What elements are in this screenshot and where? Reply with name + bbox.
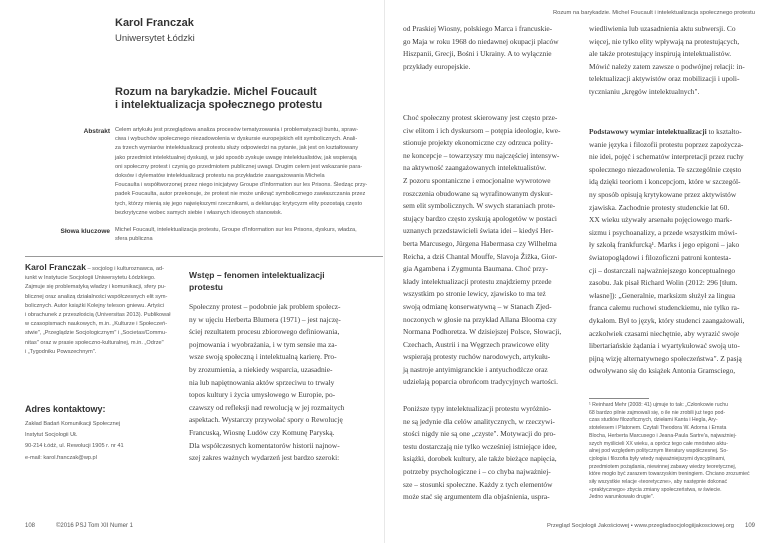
contact-line: Instytut Socjologii UŁ: [25, 432, 78, 439]
abstract-line: tych, którzy mienią się jego największymi rzecznikami, a deklarując krytycyzm elity pozostają często: [115, 200, 363, 207]
body-line: Mówić należy zatem zawsze o podwójnej relacji: in-: [589, 61, 745, 71]
bio-line: w czasopismach naukowych, m.in. „Kulturze i Społeczeń-: [25, 321, 168, 328]
body-line: ją nastroje antyimigranckie i antyuchodźcze oraz: [403, 364, 548, 374]
body-line: ne są jedynie dla celów analitycznych, w rzeczywi-: [403, 416, 555, 426]
footnote-line: szych myślicieli XX wieku, a oprócz tego całe mnóstwo aktu-: [589, 440, 728, 447]
body-line: więcej, nie tylko elity wpływają na protestujących,: [589, 36, 740, 46]
col1-bottom-text: [403, 403, 578, 504]
body-line: udzielają poparcia obrońcom tradycyjnych wartości.: [403, 377, 558, 387]
body-line: stujący bardzo często zyskują apologetów w postaci: [403, 213, 557, 223]
abstract-label: Abstrakt: [83, 128, 110, 135]
author-affiliation: Uniwersytet Łódzki: [115, 33, 195, 44]
intro-text: [189, 301, 384, 465]
article-title-line-1: Rozum na barykadzie. Michel Foucault: [115, 86, 317, 98]
body-line: roszczenia obudowane są wyrafinowanym dyskur-: [403, 188, 553, 198]
body-line: Normana Podhoretza. W dzisiejszej Polsce, Słowacji,: [403, 327, 562, 337]
body-line: uznanych przedstawicieli świata idei – kiedyś Her-: [403, 226, 554, 236]
abstract-line: za trzech wymiarów intelektualizacji protestu służy odpowiedzi na pytanie, jak jest on kształtowany: [115, 145, 359, 152]
abstract-line: padek Foucaulta, autor przekonuje, że protest nie może uniknąć symbolicznego zawłaszczania przez: [115, 191, 366, 198]
contact-line: Zakład Badań Komunikacji Społecznej: [25, 421, 121, 427]
left-page-number: 108: [25, 523, 36, 529]
body-line: odwoływano się do książek Antonia Gramsciego,: [589, 366, 736, 376]
intro-line: ściej rezultatem procesu zbiorowego definiowania,: [189, 327, 340, 337]
body-line: libertariańskie żądania i wyartykułować swoją uto-: [589, 341, 740, 351]
intro-line: czawszy od refleksji nad rewolucją w jej rozmaitych: [189, 402, 345, 412]
body-line: nie idei, pojęć i schematów interpretacji przez ruchy: [589, 152, 744, 162]
footnote-line: 68 bardzo pilnie zajmowali się, o ile nie zrobili już tego pod-: [589, 409, 726, 416]
body-line: Podstawowy wymiar intelektualizacji to kształto-: [589, 127, 742, 136]
col1-main-text: [403, 112, 578, 389]
body-line: stionuje projekty ekonomiczne czy odrzuca polity-: [403, 138, 554, 148]
body-line: sze – stosunki społeczne. Każdy z tych elementów: [403, 479, 553, 489]
intro-line: Społeczny protest – podobnie jak problem społecz-: [189, 302, 341, 311]
col1-top-text: [403, 23, 578, 73]
bio-line: nitas" oraz w prasie społeczno-kulturalnej, m.in. „Odrze": [25, 339, 164, 346]
body-line: Z pozoru spontaniczne i emocjonalne wywrotowe: [403, 175, 551, 185]
header-divider: [25, 256, 383, 257]
body-line: gia Agambena i Zygmunta Baumana. Choć przy-: [403, 264, 549, 274]
body-line: potrzeby psychologiczne i – co chyba najważniej-: [403, 466, 551, 476]
keywords-label: Słowa kluczowe: [60, 228, 110, 235]
body-line: noczonych w głosie na przykład Allana Blooma czy: [403, 314, 557, 324]
footnote-line: ¹ Reinhard Mehr (2008: 41) ujmuje to tak: „Członkowie ruchu: [589, 402, 728, 408]
body-line: telektualizacji aktywistów oraz mobilizacji i upoli-: [589, 74, 740, 84]
author-bio: [25, 263, 175, 357]
bio-line: stwie", „Przeglądzie Socjologicznym" i „Societas/Commu-: [25, 330, 167, 337]
abstract-line: bezkrytyczne wobec samych siebie i własnych ideowych stanowisk.: [115, 209, 283, 216]
intro-line: Francuską, Wiosnę Ludów czy Komunę Paryską.: [189, 427, 335, 437]
footnote-line: Jedno warunkowało drugie".: [589, 494, 654, 501]
body-line: ciw elitom i ich dyskursom – potępia ideologie, kwe-: [403, 125, 561, 135]
body-line: aczkolwiek czasami niechętnie, aby wyrazić swoje: [589, 328, 740, 338]
col2-main-text: [589, 126, 757, 378]
body-line: swoją odmianę konserwatywną – w Stanach Zjed-: [403, 301, 552, 311]
intro-line: Dla współczesnych komentatorów historii najnow-: [189, 440, 340, 450]
body-line: XX wieku używały arsenału pojęciowego mark-: [589, 215, 733, 225]
emphasis-text: Podstawowy wymiar intelektualizacji: [589, 127, 707, 136]
body-line: idą dzięki teoriom i koncepcjom, które w szczegól-: [589, 177, 741, 187]
footnote-text: [589, 402, 757, 502]
intro-line: aspektach. Wystarczy przywołać spory o Rewolucję: [189, 415, 343, 425]
footnote-divider: [589, 398, 649, 399]
body-line: go Maja w roku 1968 do niedawnej okupacji placów: [403, 36, 559, 46]
footnote-line: siły wszystkie relacje «teoretyczne», aby następnie dokonać: [589, 479, 728, 486]
keywords-text: [115, 226, 383, 244]
copyright-notice: ©2016 PSJ Tom XII Numer 1: [56, 523, 134, 529]
section-heading-line-2: protestu: [189, 282, 223, 292]
body-line: zasobu. Jak pisał Richard Wolin (2012: 296 [tłum.: [589, 278, 738, 288]
body-line: wspierają protesty ruchów narodowych, artykułu-: [403, 352, 551, 362]
bio-first-line: – socjolog i kulturoznawca, ad-: [87, 266, 165, 272]
body-line: dykałom. Był to język, który studenci zaangażowali,: [589, 315, 745, 325]
right-page-number: 109: [744, 523, 755, 529]
body-line: tycznianiu „kręgów intelektualnych".: [589, 86, 700, 96]
body-line: książki, dorobek kultury, ale także bieżące napięcia,: [403, 454, 557, 464]
abstract-line: jako przedmiot intelektualnej dyskusji, w jaki sposób zyskuje uwagę intelektualistów, jak wspierają: [115, 154, 357, 161]
bio-line: i „Tygodniku Powszechnym".: [25, 348, 97, 355]
contact-address: [25, 419, 175, 464]
bio-line: i obrachunek z przeszłością (Universitas 2013). Publikował: [25, 312, 171, 319]
intro-line: by zrozumienia, a niekiedy wsparcia, uzasadnie-: [189, 364, 333, 374]
keywords-line: Michel Foucault, intelektualizacja protestu, Groupe d'Information sur les Prisons, dyskurs, władza,: [115, 227, 357, 233]
contact-line: 90-214 Łódź, ul. Rewolucji 1905 r. nr 41: [25, 443, 124, 450]
body-line: światopoglądowi i filozoficzni patroni kontesta-: [589, 252, 732, 262]
body-line: ny sposób opisują krytykowane przez aktywistów: [589, 189, 737, 199]
keywords-line: sfera publiczna: [115, 236, 153, 243]
body-line: Poniższe typy intelektualizacji protestu wyróżnio-: [403, 404, 552, 413]
intro-line: pojmowania i wyobrażania, i w tym sensie ma za-: [189, 339, 337, 349]
body-line: stości nigdy nie są one „czyste". Motywacji do pro-: [403, 429, 556, 439]
bio-line: Zajmuje się problematyką władzy i komunikacji, sfery pu-: [25, 284, 166, 291]
abstract-line: oni społeczny protest i czynią go przedmiotem publicznej uwagi. Drugim celem jest wskazanie para-: [115, 163, 363, 170]
running-head: Rozum na barykadzie. Michel Foucault i intelektualizacja społecznego protestu: [552, 10, 755, 16]
body-line: pijną wizję alternatywnego społeczeństwa". Z pasją: [589, 353, 742, 363]
article-title-line-2: i intelektualizacja społecznego protestu: [115, 99, 323, 111]
body-line: sizmu i psychoanalizy, a przede wszystkim mówi-: [589, 227, 738, 237]
footnote-line: stotelesem i Platonem. Czytali Theodora W. Adorna i Ernsta: [589, 425, 727, 432]
bio-name: Karol Franczak: [25, 262, 86, 272]
abstract-line: Foucaulta i współtworzonej przez niego inicjatywy Groupe d'Information sur les Prisons. Śledząc przy-: [115, 182, 368, 189]
footnote-line: alnej pod względem politycznym literatury współczesnej. So-: [589, 448, 728, 455]
body-line: ale także protestujący inspirują intelektualistów.: [589, 49, 732, 59]
abstract-line: Celem artykułu jest przeglądowa analiza procesów tematyzowania i problematyzacji buntu, spraw-: [115, 127, 359, 133]
abstract-text: [115, 126, 383, 218]
intro-line: szej zakres ważnych wydarzeń jest bardzo szeroki:: [189, 453, 340, 463]
right-page: [384, 0, 768, 543]
footnote-line: które mogło być zarazem towarzyskim treningiem. Chciano zrozumieć: [589, 471, 750, 478]
section-heading: [189, 269, 384, 293]
body-line: franca całemu ruchowi studenckiemu, nie tylko ra-: [589, 303, 740, 313]
body-line: wszystkim po stronie lewicy, zjawisko to ma też: [403, 289, 546, 299]
intro-line: wsze swoją społeczną i intelektualną karierę. Pro-: [189, 352, 337, 362]
body-line: sem elit symbolicznych. W swych staraniach prote-: [403, 201, 556, 211]
body-line: Czechach, Austrii i na Węgrzech prawicowe elity: [403, 339, 550, 349]
author-name: Karol Franczak: [115, 17, 194, 29]
footnote-line: przedmiotem pożądania, niewinnej zabawy wiedzy teoretycznej,: [589, 463, 737, 470]
footnote-line: Blocha, Herberta Marcusego i Jeana-Paula Sartre'a, najważniej-: [589, 432, 737, 439]
contact-heading: Adres kontaktowy:: [25, 404, 106, 414]
body-line: wanie języka i filozofii protestu poprzez zapożycza-: [589, 139, 744, 149]
body-line: cji – dostarczali najważniejszego konceptualnego: [589, 265, 736, 275]
footnote-line: «praktycznego» zbycia zmiany społeczeństwa, w świecie.: [589, 486, 722, 493]
body-line: zjawiska. Zachodnie protesty studenckie lat 60.: [589, 202, 730, 212]
contact-line: e-mail: karol.franczak@wp.pl: [25, 454, 97, 461]
body-line: przykłady europejskie.: [403, 61, 471, 71]
bio-line: blicznej oraz analizą działalności współczesnych elit sym-: [25, 293, 168, 300]
body-line: ne koncepcje – towarzyszy mu najczęściej intensyw-: [403, 150, 560, 160]
body-line: Reicha, a dziś Chantal Mouffe, Slavoja Žižka, Gior-: [403, 251, 558, 261]
abstract-line: ciwa i wybuchów społecznego niezadowolenia w dyskursie europejskich elit symbolicznych. Anali-: [115, 136, 358, 143]
body-line: kłady intelektualizacji protestu znajdziemy przede: [403, 276, 552, 286]
body-line: społecznego niezadowolenia. Te szczególnie często: [589, 164, 742, 174]
journal-footer: Przegląd Socjologii Jakościowej • www.przegladsocjologiijakosciowej.org: [547, 523, 734, 529]
bio-line: bolicznych. Autor książki Kolejny teleson gniewu. Artyści: [25, 302, 164, 309]
body-line: własne]): „Generalnie, marksizm służył za lingua: [589, 290, 736, 300]
body-line: na aktywność zaangażowanych intelektualistów.: [403, 163, 547, 173]
body-line: Hiszpanii, Grecji, Bośni i Ukrainy. A to wyłącznie: [403, 49, 552, 59]
footnote-line: cjologia i filozofia były wtedy najważniejszymi dyscyplinami,: [589, 455, 726, 462]
bio-text: [25, 274, 175, 357]
col2-top-text: [589, 23, 757, 99]
intro-line: ny w ujęciu Herberta Blumera (1971) – jest najczę-: [189, 314, 341, 324]
bio-line: iunkt w Instytucie Socjologii Uniwersytetu Łódzkiego.: [25, 275, 156, 282]
footnote-line: czas studiów filozoficznych, dziełami Kanta i Hegla, Ary-: [589, 417, 718, 424]
body-line: testu dostarczają nie tylko wcześniej istniejące idee,: [403, 441, 557, 451]
section-heading-line-1: Wstęp – fenomen intelektualizacji: [189, 270, 325, 280]
body-line: berta Marcusego, Jürgena Habermasa czy Wilhelma: [403, 238, 557, 248]
intro-line: topos kultury i życia umysłowego w Europie, po-: [189, 390, 336, 400]
article-title: [115, 86, 322, 112]
abstract-line: doksów i dylematów intelektualizacji protestu na przykładzie zaangażowania Michela: [115, 173, 325, 180]
body-line: wiedliwienia lub uzasadnienia aktu subwersji. Co: [589, 24, 736, 33]
body-line: ły szkołą frankfurcką¹. Marks i jego epigoni – jako: [589, 240, 740, 250]
body-line: może stać się argumentem dla objaśnienia, uspra-: [403, 492, 550, 502]
intro-line: nia lub napiętnowania aktów sprzeciwu to trwały: [189, 377, 335, 387]
body-line: Choć społeczny protest skierowany jest często prze-: [403, 113, 558, 122]
body-line: od Praskiej Wiosny, polskiego Marca i francuskie-: [403, 24, 553, 33]
